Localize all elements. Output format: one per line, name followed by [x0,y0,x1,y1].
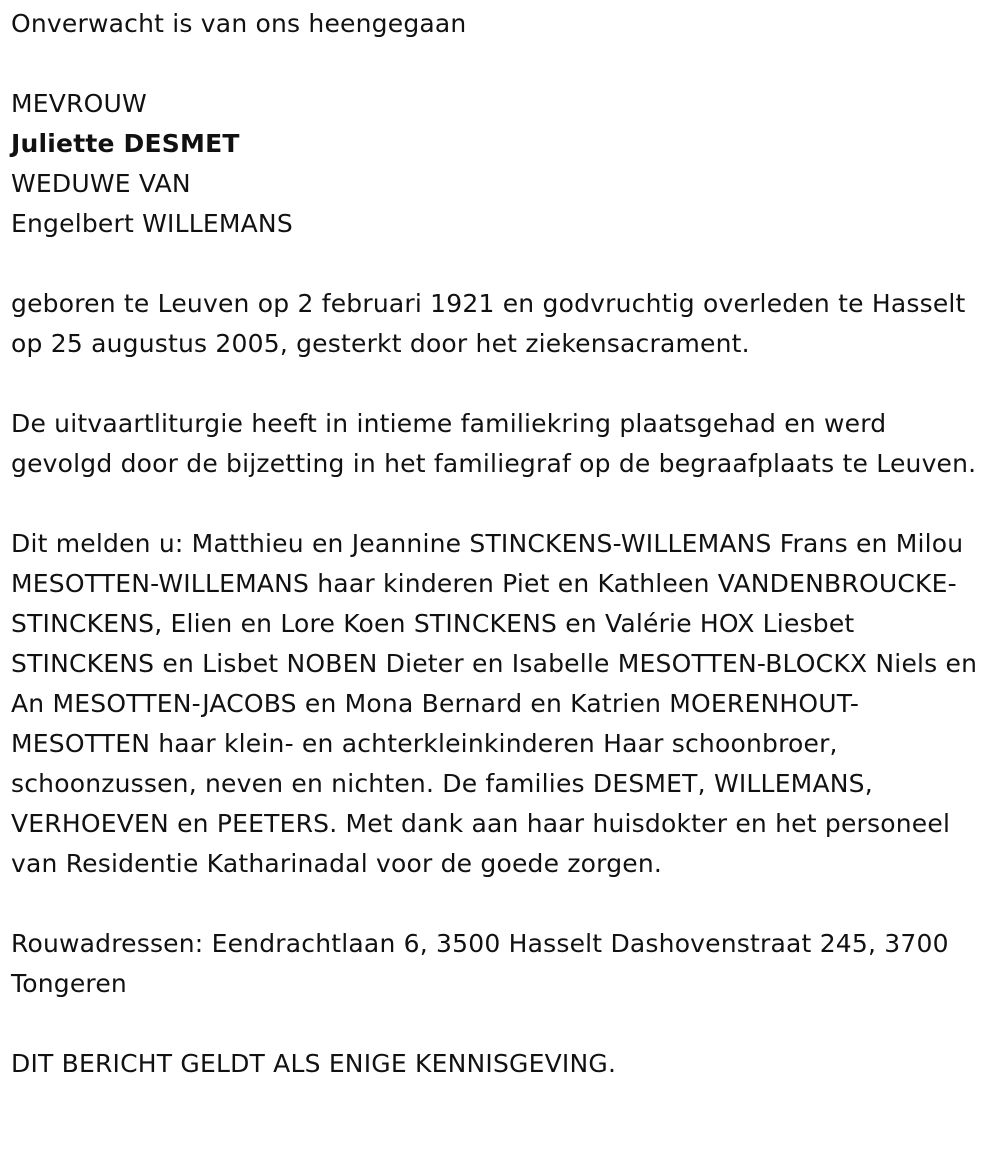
deceased-name: Juliette DESMET [11,129,240,158]
spacer [11,44,986,84]
widow-label: WEDUWE VAN [11,169,191,198]
addresses-paragraph: Rouwadressen: Eendrachtlaan 6, 3500 Hasselt Dashovenstraat 245, 3700 Tongeren [11,929,949,998]
spacer [11,1004,986,1044]
family-paragraph: Dit melden u: Matthieu en Jeannine STINCKENS-WILLEMANS Frans en Milou MESOTTEN-WILLEMANS haar kinderen Piet en Kathleen VANDENBROUCKE-STINCKENS, Elien en Lore Koen STINCKENS en Valérie HOX Liesbet STINCKENS en Lisbet NOBEN Dieter en Isabelle MESOTTEN-BLOCKX Niels en An MESOTTEN-JACOBS en Mona Bernard en Katrien MOERENHOUT-MESOTTEN haar klein- en achterkleinkinderen Haar schoonbroer, schoonzussen, neven en nichten. De families DESMET, WILLEMANS, VERHOEVEN en PEETERS. Met dank aan haar huisdokter en het personeel van Residentie Katharinadal voor de goede zorgen. [11,529,978,878]
spacer [11,244,986,284]
spacer [11,484,986,524]
title-prefix: MEVROUW [11,89,147,118]
closing-text: DIT BERICHT GELDT ALS ENIGE KENNISGEVING. [11,1049,617,1078]
spouse-name: Engelbert WILLEMANS [11,209,293,238]
spacer [11,364,986,404]
funeral-paragraph: De uitvaartliturgie heeft in intieme familiekring plaatsgehad en werd gevolgd door de bijzetting in het familiegraf op de begraafplaats te Leuven. [11,409,977,478]
birth-death-paragraph: geboren te Leuven op 2 februari 1921 en godvruchtig overleden te Hasselt op 25 augustus 2005, gesterkt door het ziekensacrament. [11,289,966,358]
spacer [11,884,986,924]
intro-text: Onverwacht is van ons heengegaan [11,9,467,38]
